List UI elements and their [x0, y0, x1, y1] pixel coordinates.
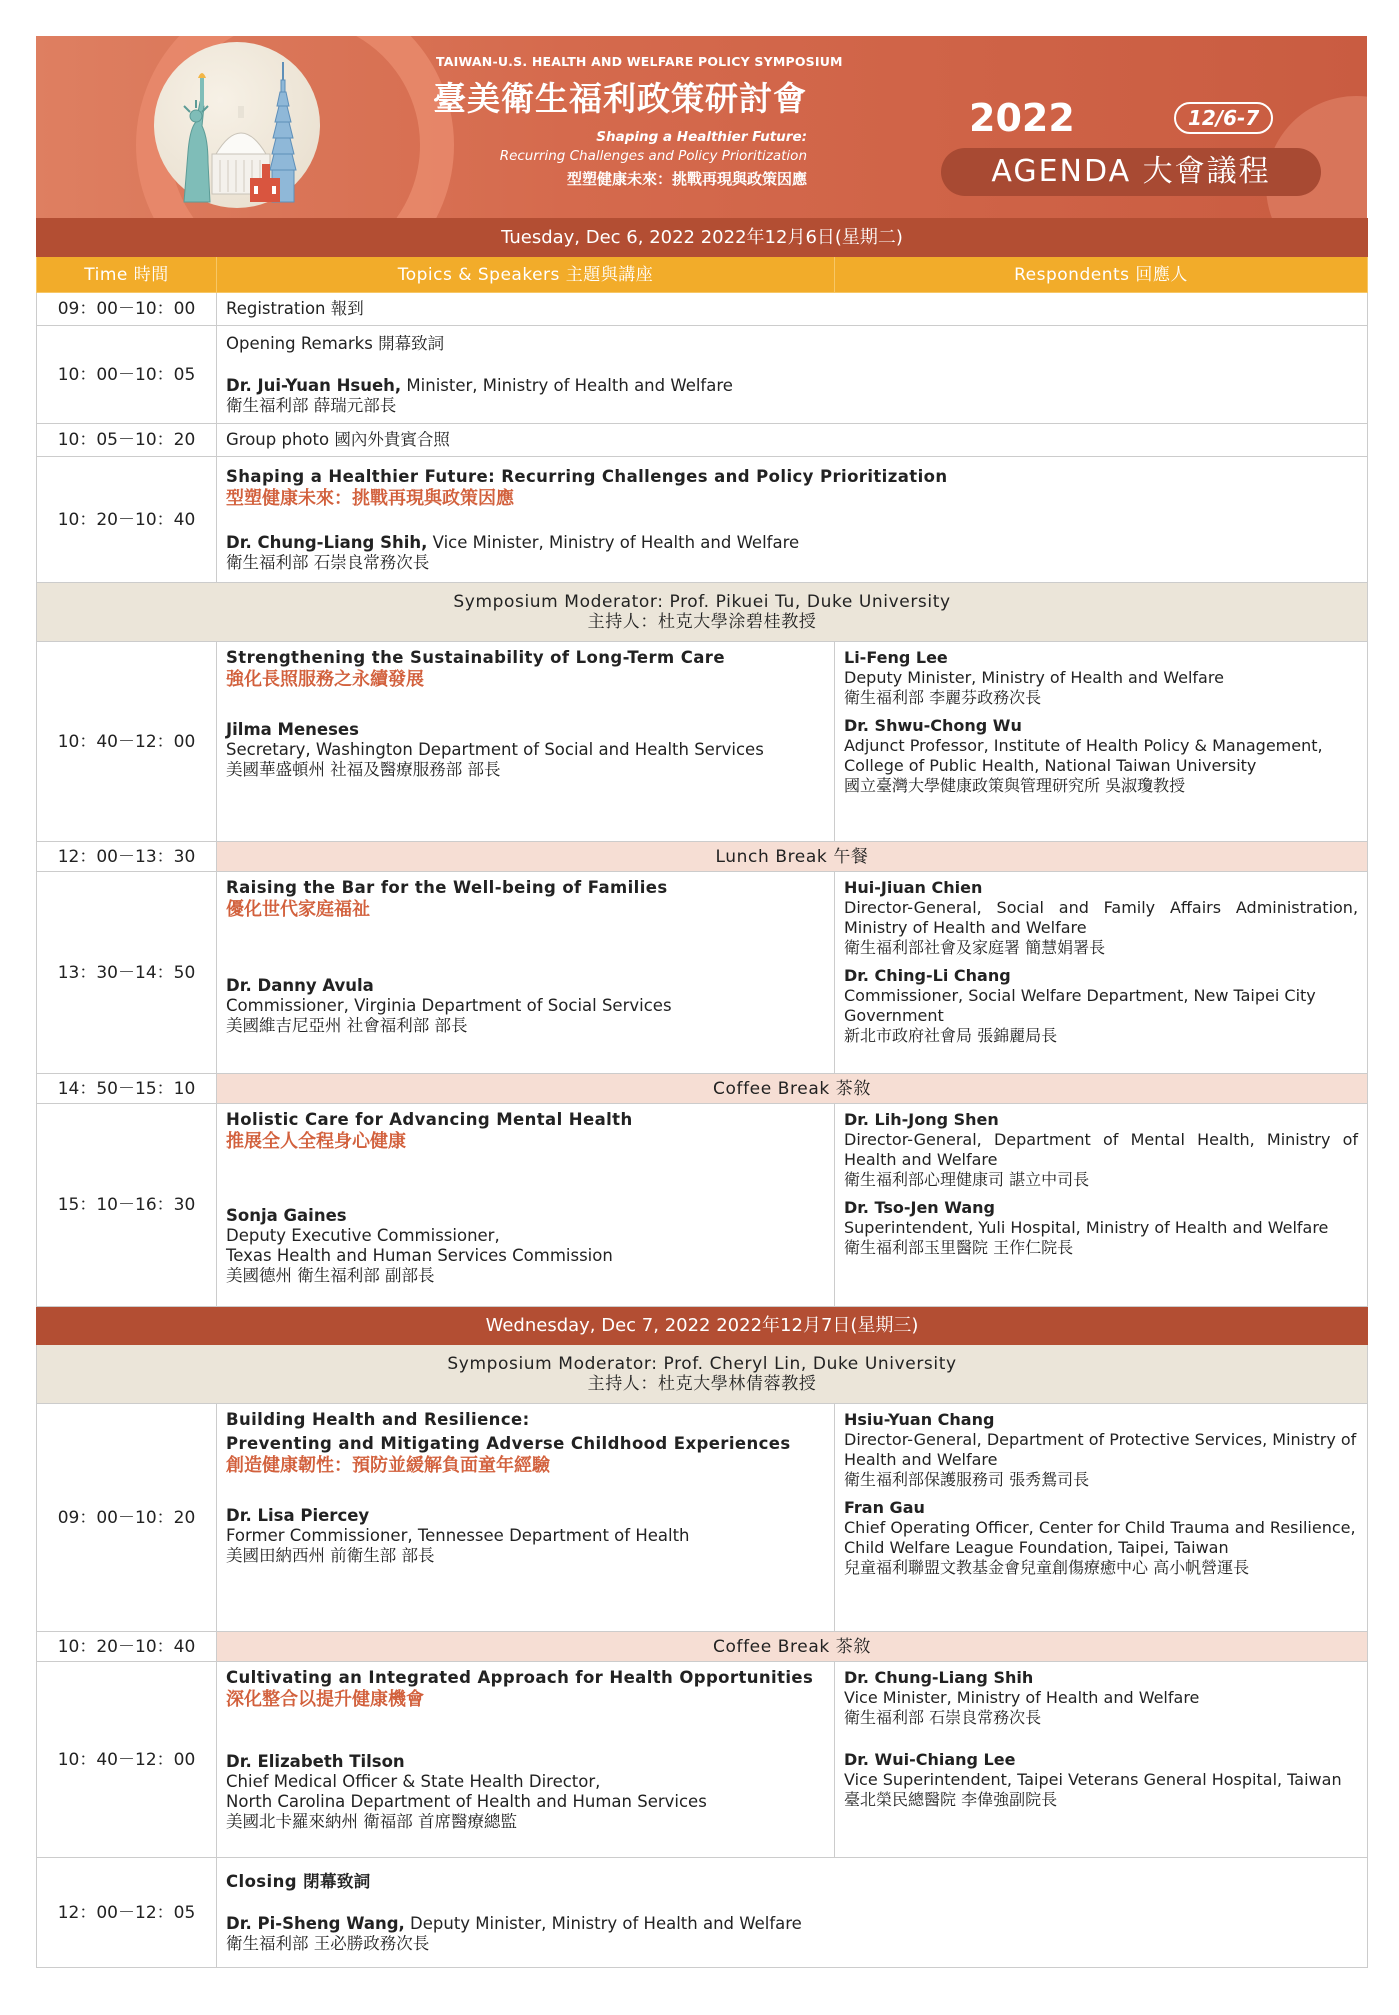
speaker-role: Minister, Ministry of Health and Welfare	[401, 375, 733, 395]
speaker-name: Sonja Gaines	[226, 1206, 347, 1225]
session-time: 13：30－14：50	[37, 872, 217, 1074]
speaker-role: Vice Minister, Ministry of Health and Welfare	[427, 532, 800, 552]
respondent-role: Director-General, Department of Mental Health, Ministry of Health and Welfare	[844, 1130, 1359, 1169]
session-title-en: Raising the Bar for the Well-being of Families	[226, 878, 668, 897]
respondent-name: Dr. Wui-Chiang Lee	[844, 1750, 1016, 1769]
speaker-zh: 美國田納西州 前衛生部 部長	[226, 1546, 435, 1565]
respondent-zh: 衛生福利部 李麗芬政務次長	[844, 688, 1042, 707]
moderator-row	[37, 583, 1368, 642]
respondent-role: Deputy Minister, Ministry of Health and Welfare	[844, 668, 1224, 687]
speaker-name: Dr. Pi-Sheng Wang,	[226, 1913, 405, 1933]
session-title-zh: 強化長照服務之永續發展	[226, 669, 424, 690]
banner-date-badge: 12/6-7	[1174, 102, 1273, 134]
day1-label: Tuesday, Dec 6, 2022 2022年12月6日(星期二)	[37, 219, 1368, 257]
agenda-table	[36, 218, 1368, 1968]
session-title-en: Shaping a Healthier Future: Recurring Challenges and Policy Prioritization	[226, 466, 948, 486]
session-title-zh: 推展全人全程身心健康	[226, 1131, 406, 1152]
respondent-zh: 兒童福利聯盟文教基金會兒童創傷療癒中心 高小帆營運長	[844, 1558, 1250, 1577]
speaker-zh: 美國北卡羅來納州 衛福部 首席醫療總監	[226, 1812, 517, 1831]
speaker-zh: 衛生福利部 薛瑞元部長	[226, 395, 397, 415]
session-time: 10：05－10：20	[37, 424, 217, 457]
banner-agenda-label: AGENDA 大會議程	[941, 148, 1321, 196]
respondents-cell	[835, 1662, 1368, 1858]
session-time: 10：00－10：05	[37, 326, 217, 424]
speaker-role: Deputy Executive Commissioner,	[226, 1226, 500, 1245]
break-row	[37, 1074, 1368, 1104]
session-title: Closing 閉幕致詞	[226, 1871, 371, 1891]
break-time: 10：20－10：40	[37, 1632, 217, 1662]
break-time: 12：00－13：30	[37, 842, 217, 872]
speaker-role: Chief Medical Officer & State Health Director,	[226, 1772, 601, 1791]
header-topics: Topics & Speakers 主題與講座	[217, 257, 835, 293]
speaker-zh: 衛生福利部 石崇良常務次長	[226, 552, 430, 572]
break-row	[37, 1632, 1368, 1662]
respondent-role: Vice Superintendent, Taipei Veterans General Hospital, Taiwan	[844, 1770, 1342, 1789]
agenda-page	[36, 36, 1367, 1968]
speaker-role: North Carolina Department of Health and Human Services	[226, 1792, 707, 1811]
respondent-zh: 新北市政府社會局 張錦麗局長	[844, 1026, 1058, 1045]
respondent-role: Director-General, Social and Family Affairs Administration, Ministry of Health and Welfare	[844, 898, 1359, 937]
speaker-zh: 美國華盛頓州 社福及醫療服務部 部長	[226, 760, 501, 779]
respondent-name: Dr. Chung-Liang Shih	[844, 1668, 1034, 1687]
respondent-name: Dr. Ching-Li Chang	[844, 966, 1011, 985]
respondent-zh: 衛生福利部 石崇良常務次長	[844, 1708, 1042, 1727]
break-time: 14：50－15：10	[37, 1074, 217, 1104]
session-content	[217, 457, 1368, 583]
session-content	[217, 1404, 835, 1632]
session-row	[37, 1662, 1368, 1858]
speaker-name: Jilma Meneses	[226, 720, 359, 739]
session-row	[37, 1104, 1368, 1307]
respondents-cell	[835, 872, 1368, 1074]
session-row	[37, 424, 1368, 457]
speaker-zh: 美國德州 衛生福利部 副部長	[226, 1266, 435, 1285]
respondent-role: Director-General, Department of Protective Services, Ministry of Health and Welfare	[844, 1430, 1357, 1469]
session-content	[217, 1104, 835, 1307]
moderator-cell	[37, 583, 1368, 642]
session-title-en: Preventing and Mitigating Adverse Childhood Experiences	[226, 1434, 791, 1453]
break-row	[37, 842, 1368, 872]
session-text: Registration 報到	[217, 293, 1368, 326]
speaker-role: Former Commissioner, Tennessee Department of Health	[226, 1526, 690, 1545]
session-time: 09：00－10：20	[37, 1404, 217, 1632]
session-content	[217, 642, 835, 842]
header-respondents: Respondents 回應人	[835, 257, 1368, 293]
respondents-cell	[835, 1104, 1368, 1307]
break-label: Coffee Break 茶敘	[217, 1632, 1368, 1662]
moderator-en: Symposium Moderator: Prof. Cheryl Lin, Duke University	[447, 1354, 957, 1374]
day1-header-row	[37, 219, 1368, 257]
session-content	[217, 1858, 1368, 1968]
speaker-role: Deputy Minister, Ministry of Health and Welfare	[404, 1913, 802, 1933]
break-label: Lunch Break 午餐	[217, 842, 1368, 872]
banner	[36, 36, 1367, 218]
respondent-role: Vice Minister, Ministry of Health and Welfare	[844, 1688, 1200, 1707]
respondent-role: Chief Operating Officer, Center for Child Trauma and Resilience, Child Welfare League Foundation, Taipei, Taiwan	[844, 1518, 1356, 1557]
moderator-cell	[37, 1345, 1368, 1404]
session-title-zh: 型塑健康未來：挑戰再現與政策因應	[226, 487, 514, 509]
session-time: 10：40－12：00	[37, 1662, 217, 1858]
speaker-role: Secretary, Washington Department of Social and Health Services	[226, 740, 764, 759]
moderator-zh: 主持人：杜克大學林倩蓉教授	[587, 1374, 817, 1394]
session-row	[37, 293, 1368, 326]
session-content	[217, 872, 835, 1074]
respondent-zh: 衛生福利部心理健康司 諶立中司長	[844, 1170, 1090, 1189]
landmarks-illustration	[154, 42, 320, 208]
respondent-zh: 衛生福利部保護服務司 張秀鴛司長	[844, 1470, 1090, 1489]
respondent-name: Li-Feng Lee	[844, 648, 948, 667]
banner-title-zh: 臺美衛生福利政策研討會	[433, 79, 807, 118]
session-title-en: Cultivating an Integrated Approach for Health Opportunities	[226, 1668, 814, 1687]
session-content	[217, 1662, 835, 1858]
session-time: 10：20－10：40	[37, 457, 217, 583]
day2-header-row	[37, 1307, 1368, 1345]
respondents-cell	[835, 642, 1368, 842]
session-content	[217, 326, 1368, 424]
respondent-name: Fran Gau	[844, 1498, 925, 1517]
speaker-zh: 美國維吉尼亞州 社會福利部 部長	[226, 1016, 468, 1035]
respondent-name: Hsiu-Yuan Chang	[844, 1410, 995, 1429]
respondent-role: Adjunct Professor, Institute of Health Policy & Management, College of Public Health, National Taiwan University	[844, 736, 1323, 775]
speaker-name: Dr. Danny Avula	[226, 976, 374, 995]
session-row	[37, 642, 1368, 842]
respondent-zh: 衛生福利部玉里醫院 王作仁院長	[844, 1238, 1074, 1257]
moderator-zh: 主持人：杜克大學涂碧桂教授	[587, 612, 817, 632]
session-title-zh: 深化整合以提升健康機會	[226, 1689, 424, 1710]
session-time: 09：00－10：00	[37, 293, 217, 326]
respondents-cell	[835, 1404, 1368, 1632]
speaker-zh: 衛生福利部 王必勝政務次長	[226, 1933, 430, 1953]
respondent-name: Hui-Jiuan Chien	[844, 878, 983, 897]
session-row	[37, 1858, 1368, 1968]
session-title-zh: 創造健康韌性：預防並緩解負面童年經驗	[226, 1455, 550, 1476]
session-text: Group photo 國內外貴賓合照	[217, 424, 1368, 457]
break-label: Coffee Break 茶敘	[217, 1074, 1368, 1104]
banner-tagline-zh: 型塑健康未來：挑戰再現與政策因應	[566, 170, 807, 188]
banner-tagline-en-1: Shaping a Healthier Future:	[596, 129, 807, 145]
banner-year: 2022	[969, 96, 1075, 140]
speaker-name: Dr. Elizabeth Tilson	[226, 1752, 405, 1771]
banner-subtitle-en: TAIWAN-U.S. HEALTH AND WELFARE POLICY SYMPOSIUM	[436, 54, 843, 69]
session-time: 12：00－12：05	[37, 1858, 217, 1968]
banner-tagline-en-2: Recurring Challenges and Policy Prioritization	[499, 148, 807, 164]
speaker-role: Commissioner, Virginia Department of Social Services	[226, 996, 672, 1015]
header-time: Time 時間	[37, 257, 217, 293]
respondent-zh: 臺北榮民總醫院 李偉強副院長	[844, 1790, 1058, 1809]
session-row	[37, 872, 1368, 1074]
respondent-name: Dr. Shwu-Chong Wu	[844, 716, 1022, 735]
session-title-en: Building Health and Resilience:	[226, 1410, 530, 1429]
respondent-role: Superintendent, Yuli Hospital, Ministry of Health and Welfare	[844, 1218, 1329, 1237]
respondent-role: Commissioner, Social Welfare Department, New Taipei City Government	[844, 986, 1316, 1025]
respondent-zh: 國立臺灣大學健康政策與管理研究所 吳淑瓊教授	[844, 776, 1186, 795]
session-title-en: Strengthening the Sustainability of Long-Term Care	[226, 648, 725, 667]
column-header-row	[37, 257, 1368, 293]
session-row	[37, 1404, 1368, 1632]
day2-label: Wednesday, Dec 7, 2022 2022年12月7日(星期三)	[37, 1307, 1368, 1345]
session-title-en: Holistic Care for Advancing Mental Health	[226, 1110, 633, 1129]
speaker-role: Texas Health and Human Services Commission	[226, 1246, 613, 1265]
session-time: 10：40－12：00	[37, 642, 217, 842]
session-row	[37, 457, 1368, 583]
session-title-zh: 優化世代家庭福祉	[226, 899, 370, 920]
respondent-name: Dr. Lih-Jong Shen	[844, 1110, 999, 1129]
speaker-name: Dr. Chung-Liang Shih,	[226, 532, 428, 552]
respondent-name: Dr. Tso-Jen Wang	[844, 1198, 995, 1217]
speaker-name: Dr. Lisa Piercey	[226, 1506, 370, 1525]
moderator-en: Symposium Moderator: Prof. Pikuei Tu, Duke University	[453, 592, 951, 612]
speaker-name: Dr. Jui-Yuan Hsueh,	[226, 375, 402, 395]
session-row	[37, 326, 1368, 424]
respondent-zh: 衛生福利部社會及家庭署 簡慧娟署長	[844, 938, 1106, 957]
session-title: Opening Remarks 開幕致詞	[226, 333, 445, 353]
moderator-row	[37, 1345, 1368, 1404]
session-time: 15：10－16：30	[37, 1104, 217, 1307]
